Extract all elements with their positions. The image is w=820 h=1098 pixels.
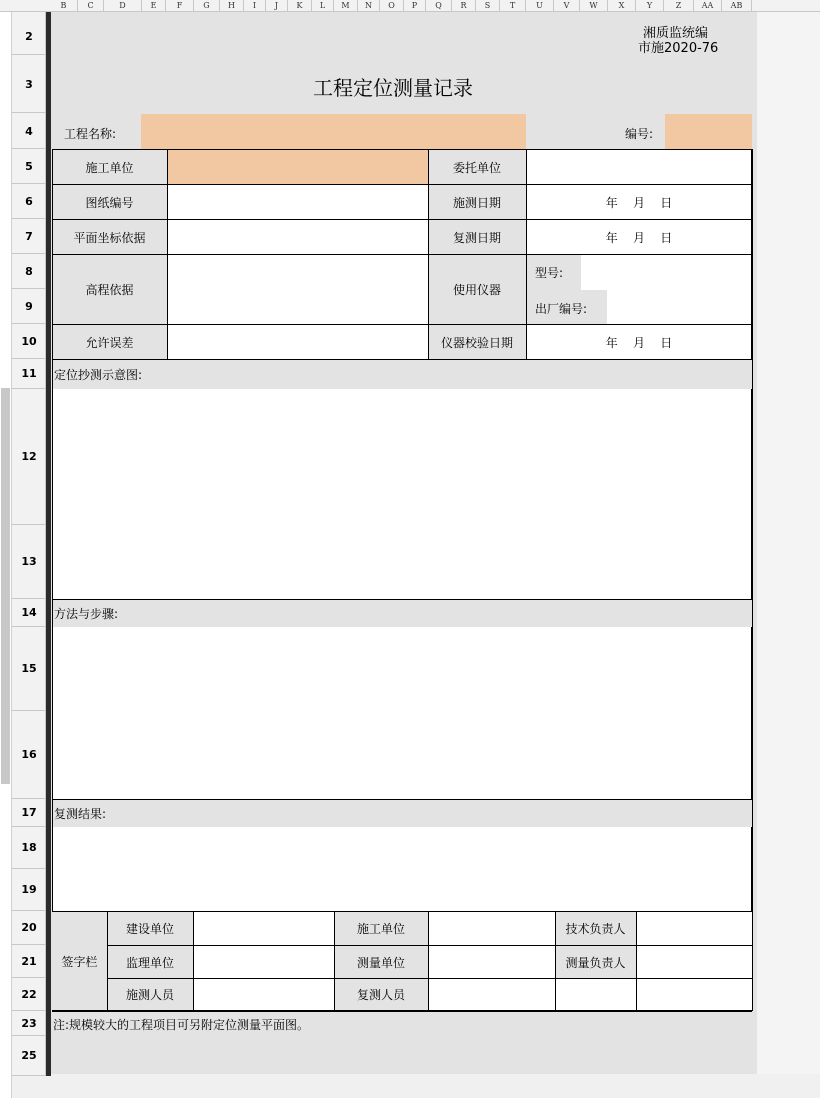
build-unit-label: 建设单位: [125, 922, 174, 936]
column-header-AA[interactable]: AA: [694, 0, 722, 12]
column-header-I[interactable]: I: [244, 0, 266, 12]
commissioning-unit-label: 委托单位: [452, 160, 501, 175]
row-header-4[interactable]: 4: [12, 114, 46, 149]
column-header-U[interactable]: U: [526, 0, 554, 12]
row-header-12[interactable]: 12: [12, 389, 46, 525]
survey-lead-label: 测量负责人: [565, 955, 626, 970]
sig-construction-unit-field[interactable]: [429, 912, 555, 945]
org-code-line1: 湘质监统编: [643, 26, 709, 41]
column-header-K[interactable]: K: [288, 0, 312, 12]
column-header-D[interactable]: D: [104, 0, 142, 12]
recheck-date-field[interactable]: 年 月 日: [605, 230, 673, 245]
construction-unit-label: 施工单位: [85, 160, 134, 175]
project-name-label: 工程名称:: [64, 127, 117, 141]
tolerance-field[interactable]: [168, 325, 428, 359]
method-section-label: 方法与步骤:: [54, 607, 119, 621]
row-header-9[interactable]: 9: [12, 290, 46, 324]
page-title: 工程定位测量记录: [313, 76, 473, 100]
column-header-T[interactable]: T: [500, 0, 526, 12]
row-header-23[interactable]: 23: [12, 1011, 46, 1036]
tech-lead-label: 技术负责人: [565, 922, 626, 936]
model-label: 型号:: [535, 266, 564, 280]
footnote: 注:规模较大的工程项目可另附定位测量平面图。: [53, 1018, 310, 1032]
diagram-area[interactable]: [52, 389, 751, 599]
recheck-date-label: 复测日期: [452, 230, 501, 245]
factory-no-label: 出厂编号:: [535, 302, 588, 316]
row-header-25[interactable]: 25: [12, 1036, 46, 1076]
column-header-P[interactable]: P: [404, 0, 426, 12]
recheck-personnel-label: 复测人员: [356, 988, 405, 1002]
survey-lead-field[interactable]: [637, 946, 751, 978]
row-header-7[interactable]: 7: [12, 219, 46, 254]
column-header-X[interactable]: X: [608, 0, 636, 12]
tolerance-label: 允许误差: [85, 335, 134, 350]
column-header-V[interactable]: V: [554, 0, 580, 12]
column-header-R[interactable]: R: [452, 0, 476, 12]
diagram-section-header: [52, 360, 752, 389]
row-header-14[interactable]: 14: [12, 599, 46, 627]
row-header-21[interactable]: 21: [12, 945, 46, 978]
column-header-H[interactable]: H: [220, 0, 244, 12]
construction-unit-field[interactable]: [167, 150, 428, 184]
supervision-unit-label: 监理单位: [125, 955, 174, 970]
build-unit-sign-field[interactable]: [194, 912, 334, 945]
column-header-F[interactable]: F: [166, 0, 194, 12]
result-section-label: 复测结果:: [54, 807, 107, 821]
row-header-16[interactable]: 16: [12, 711, 46, 799]
column-header-N[interactable]: N: [358, 0, 380, 12]
recheck-personnel-field[interactable]: [429, 979, 555, 1010]
org-code-line2: 市施2020-76: [638, 41, 719, 56]
method-area[interactable]: [52, 627, 751, 799]
row-header-17[interactable]: 17: [12, 799, 46, 827]
supervision-unit-sign-field[interactable]: [194, 946, 334, 978]
sig-construction-unit-label: 施工单位: [356, 922, 405, 936]
surveying-unit-label: 测量单位: [356, 955, 405, 970]
row-header-22[interactable]: 22: [12, 978, 46, 1011]
column-header-G[interactable]: G: [194, 0, 220, 12]
row-header-19[interactable]: 19: [12, 869, 46, 911]
row-header-18[interactable]: 18: [12, 827, 46, 869]
surveying-unit-field[interactable]: [429, 946, 555, 978]
survey-date-field[interactable]: 年 月 日: [605, 195, 673, 210]
column-header-J[interactable]: J: [266, 0, 288, 12]
elevation-basis-field[interactable]: [168, 255, 428, 324]
result-section-header: [52, 800, 752, 827]
drawing-no-label: 图纸编号: [85, 195, 134, 210]
row-header-13[interactable]: 13: [12, 525, 46, 599]
elevation-basis-label: 高程依据: [85, 283, 134, 297]
row-header-8[interactable]: 8: [12, 254, 46, 289]
survey-date-label: 施测日期: [452, 195, 501, 210]
calibration-date-label: 仪器校验日期: [440, 335, 513, 350]
column-header-S[interactable]: S: [476, 0, 500, 12]
row-header-3[interactable]: 3: [12, 57, 46, 113]
row-header-20[interactable]: 20: [12, 911, 46, 945]
column-header-Y[interactable]: Y: [636, 0, 664, 12]
column-header-Z[interactable]: Z: [664, 0, 694, 12]
column-header-L[interactable]: L: [312, 0, 334, 12]
signature-label: 签字栏: [61, 954, 98, 969]
result-area[interactable]: [52, 827, 751, 911]
column-header-O[interactable]: O: [380, 0, 404, 12]
column-header-B[interactable]: B: [50, 0, 78, 12]
number-label: 编号:: [625, 127, 654, 141]
row-header-5[interactable]: 5: [12, 149, 46, 184]
column-header-AB[interactable]: AB: [722, 0, 752, 12]
plane-coord-basis-field[interactable]: [168, 220, 428, 254]
plane-coord-basis-label: 平面坐标依据: [73, 230, 146, 245]
calibration-date-field[interactable]: 年 月 日: [605, 335, 673, 350]
drawing-no-field[interactable]: [168, 185, 428, 219]
column-header-Q[interactable]: Q: [426, 0, 452, 12]
row-header-2[interactable]: 2: [12, 18, 46, 55]
row-header-15[interactable]: 15: [12, 627, 46, 711]
instrument-label: 使用仪器: [452, 283, 501, 297]
method-section-header: [52, 600, 752, 627]
column-header-E[interactable]: E: [142, 0, 166, 12]
project-name-field[interactable]: [141, 114, 526, 149]
commissioning-unit-field[interactable]: [527, 150, 751, 184]
survey-personnel-label: 施测人员: [125, 988, 174, 1002]
tech-lead-field[interactable]: [637, 912, 751, 945]
left-scrollbar-thumb[interactable]: [1, 388, 10, 784]
row-header-11[interactable]: 11: [12, 359, 46, 389]
diagram-section-label: 定位抄测示意图:: [54, 368, 143, 382]
factory-no-field[interactable]: [607, 290, 751, 324]
column-header-M[interactable]: M: [334, 0, 358, 12]
model-field[interactable]: [581, 255, 751, 290]
row-header-6[interactable]: 6: [12, 184, 46, 219]
column-header-C[interactable]: C: [78, 0, 104, 12]
number-field[interactable]: [665, 114, 752, 149]
column-header-W[interactable]: W: [580, 0, 608, 12]
row-header-10[interactable]: 10: [12, 324, 46, 359]
sheet-right-area: [757, 12, 820, 1074]
survey-personnel-sign-field[interactable]: [194, 979, 334, 1010]
